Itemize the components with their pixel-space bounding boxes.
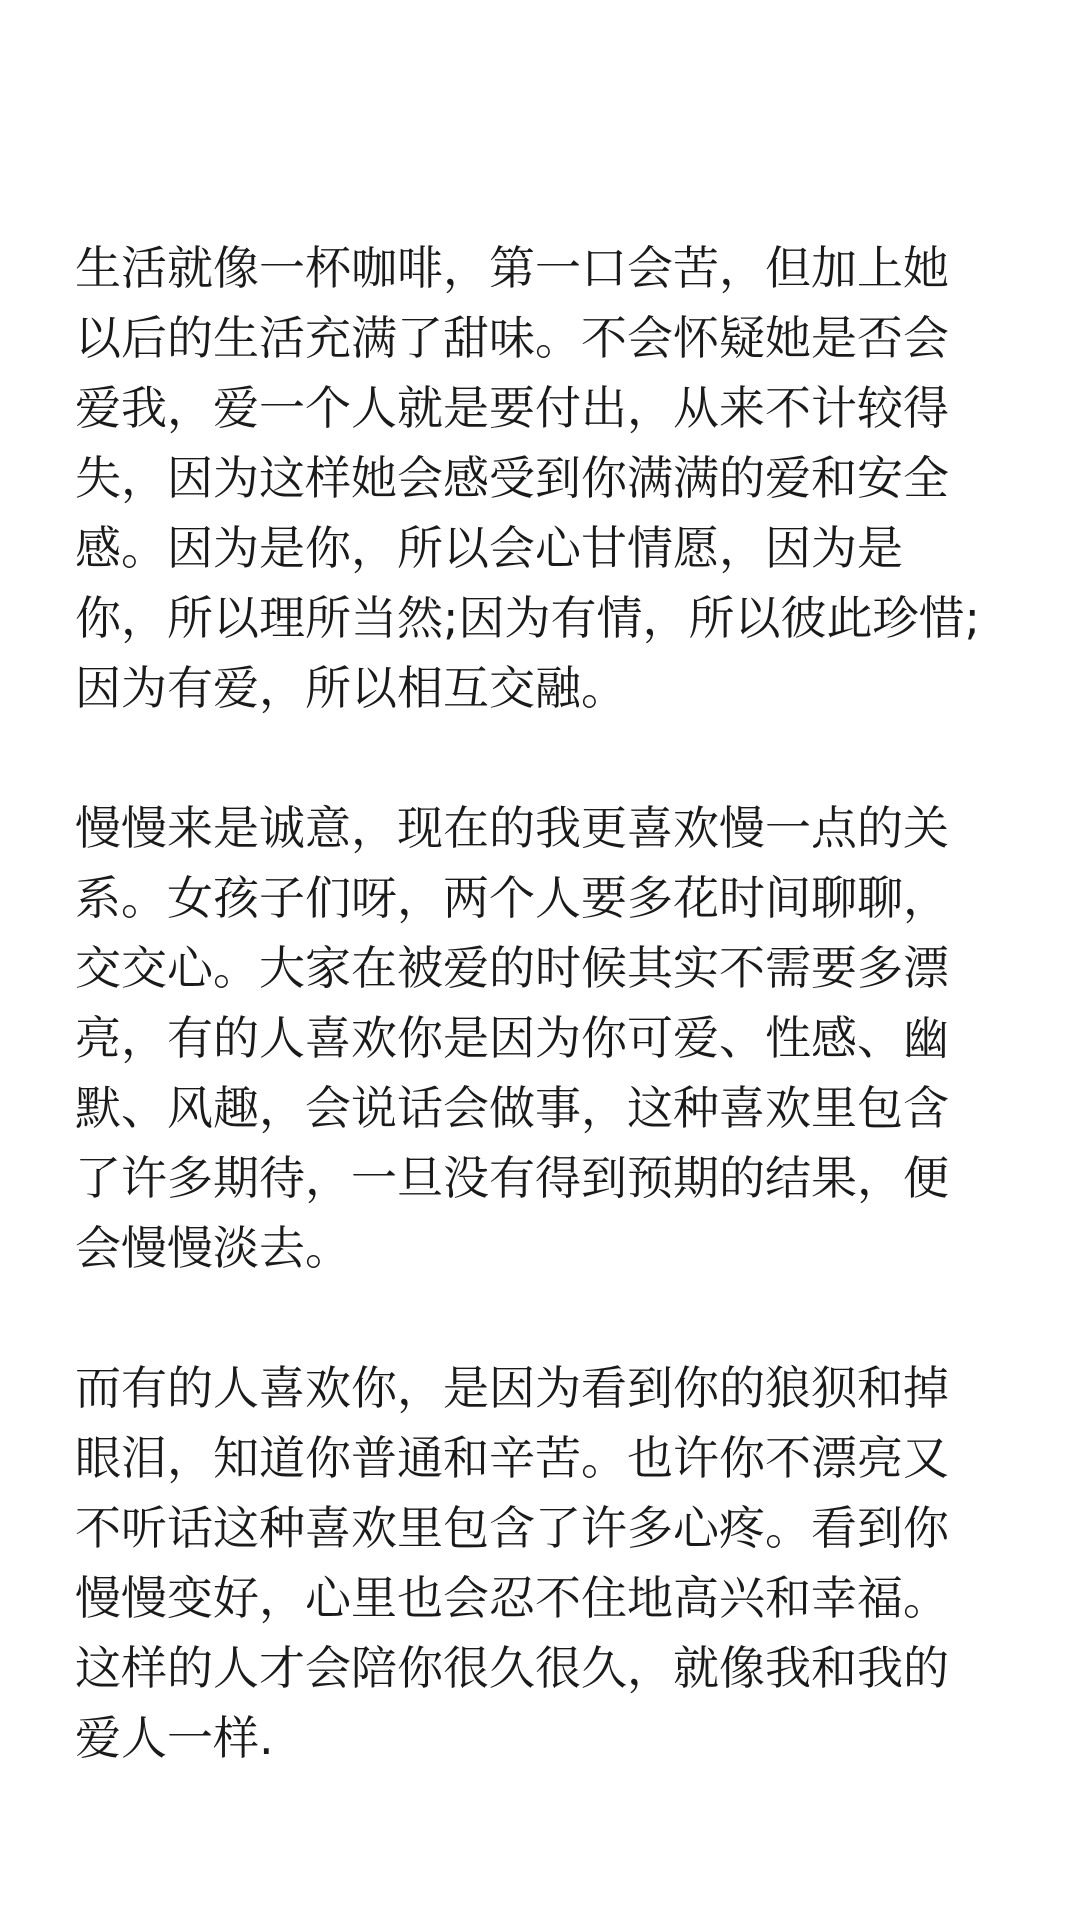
text-line: 失，因为这样她会感受到你满满的爱和安全 xyxy=(75,451,949,505)
text-line: 了许多期待，一旦没有得到预期的结果，便 xyxy=(75,1151,949,1205)
text-line: 系。女孩子们呀，两个人要多花时间聊聊， xyxy=(75,871,949,925)
text-line: 生活就像一杯咖啡，第一口会苦，但加上她 xyxy=(75,241,949,295)
text-line: 慢慢变好，心里也会忍不住地高兴和幸福。 xyxy=(75,1571,949,1625)
text-line: 你，所以理所当然;因为有情，所以彼此珍惜; xyxy=(75,591,980,645)
text-line: 不听话这种喜欢里包含了许多心疼。看到你 xyxy=(75,1501,949,1555)
text-line: 亮，有的人喜欢你是因为你可爱、性感、幽 xyxy=(75,1011,949,1065)
text-line: 感。因为是你，所以会心甘情愿，因为是 xyxy=(75,521,903,575)
text-line: 交交心。大家在被爱的时候其实不需要多漂 xyxy=(75,941,949,995)
text-line: 慢慢来是诚意，现在的我更喜欢慢一点的关 xyxy=(75,801,949,855)
text-line: 会慢慢淡去。 xyxy=(75,1221,351,1275)
text-line: 以后的生活充满了甜味。不会怀疑她是否会 xyxy=(75,311,949,365)
text-line: 爱我，爱一个人就是要付出，从来不计较得 xyxy=(75,381,949,435)
text-line: 这样的人才会陪你很久很久，就像我和我的 xyxy=(75,1641,949,1695)
text-line: 爱人一样. xyxy=(75,1711,274,1765)
text-line: 而有的人喜欢你，是因为看到你的狼狈和掉 xyxy=(75,1361,949,1415)
text-line: 默、风趣，会说话会做事，这种喜欢里包含 xyxy=(75,1081,949,1135)
text-line: 因为有爱，所以相互交融。 xyxy=(75,661,627,715)
text-line: 眼泪，知道你普通和辛苦。也许你不漂亮又 xyxy=(75,1431,949,1485)
